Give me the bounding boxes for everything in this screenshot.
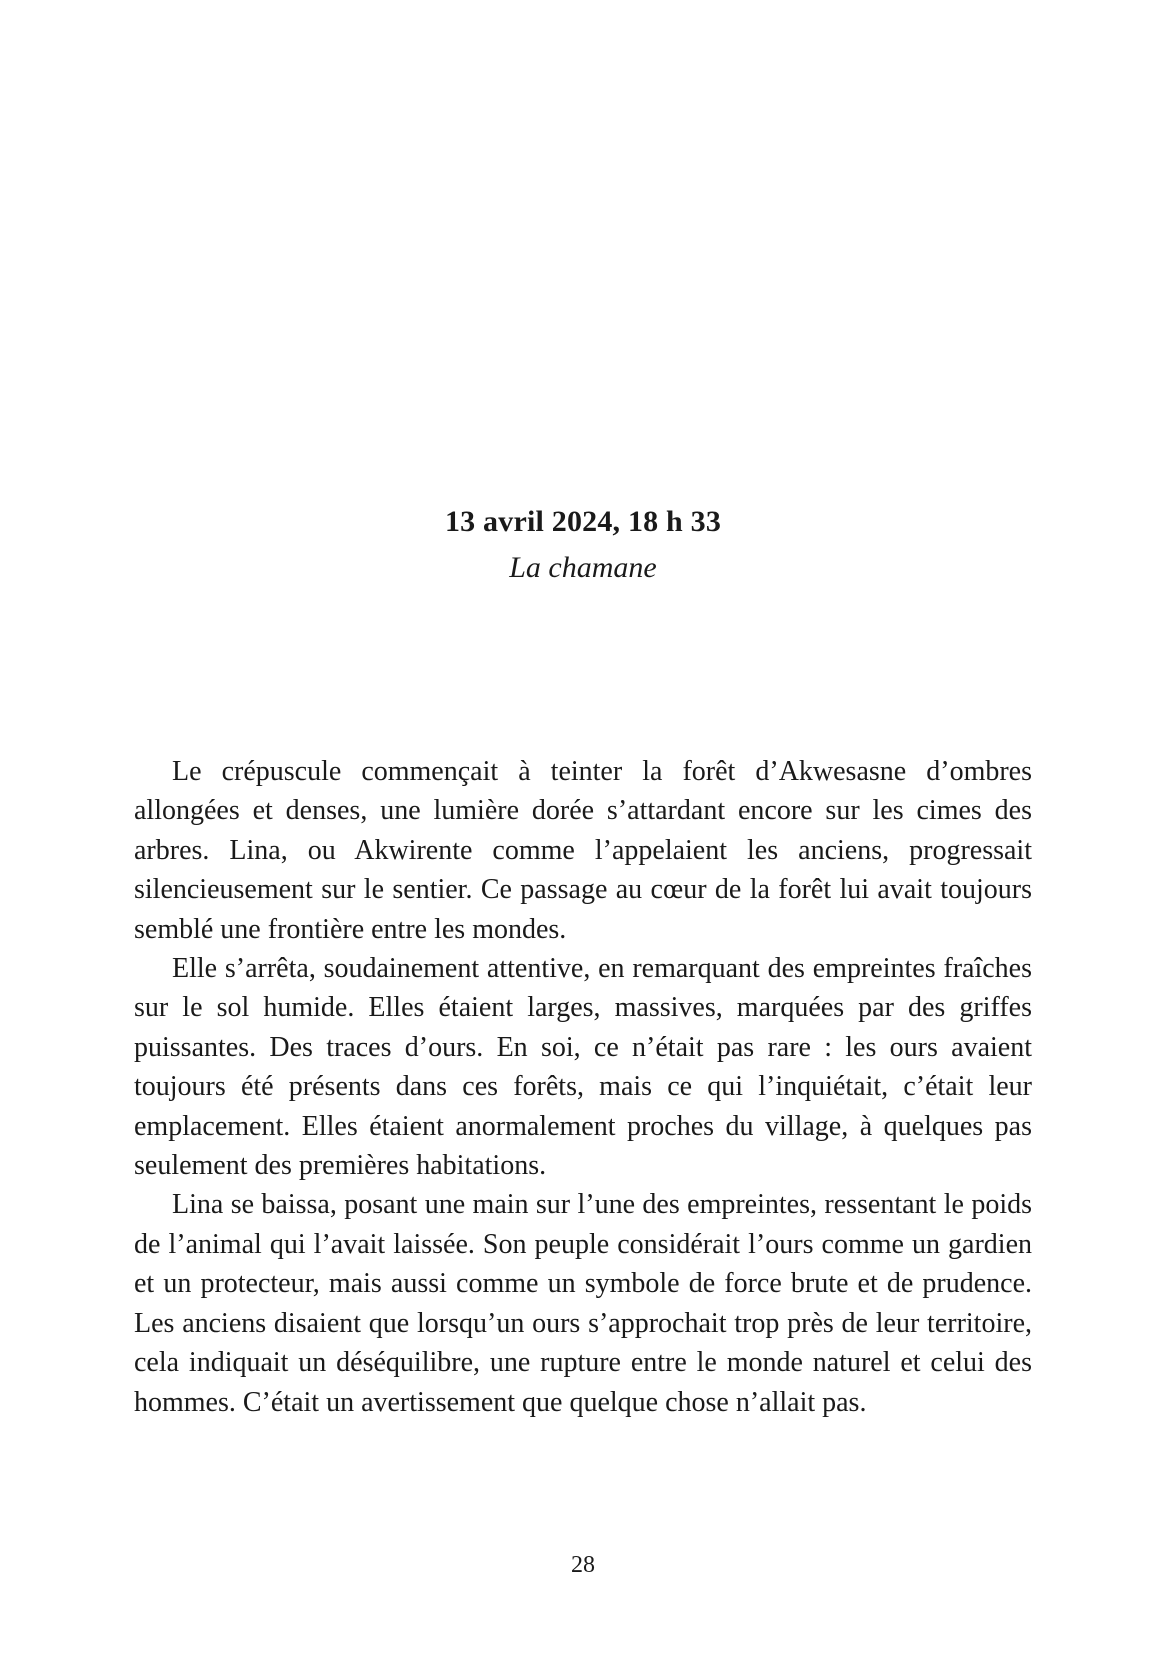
chapter-title: La chamane (509, 551, 657, 584)
chapter-heading (0, 500, 1166, 590)
body-text (134, 752, 1032, 1422)
paragraph-3: Lina se baissa, posant une main sur l’une des empreintes, ressentant le poids de l’animal qui l’avait laissée. Son peuple considérait l’ours comme un gardien et un protecteur, mais aussi comme un symbole de force brute et de prudence. Les anciens disaient que lorsqu’un ours s’approchait trop près de leur territoire, cela indiquait un déséquilibre, une rupture entre le monde naturel et celui des hommes. C’était un avertissement que quelque chose n’allait pas. (134, 1189, 1032, 1418)
paragraph-1: Le crépuscule commençait à teinter la forêt d’Akwesasne d’ombres allongées et denses, une lumière dorée s’attardant encore sur les cimes des arbres. Lina, ou Akwirente comme l’appelaient les anciens, progressait silencieusement sur le sentier. Ce passage au cœur de la forêt lui avait toujours semblé une frontière entre les mondes. (134, 756, 1032, 945)
page-number: 28 (571, 1552, 595, 1578)
paragraph-2: Elle s’arrêta, soudainement attentive, en remarquant des empreintes fraîches sur le sol humide. Elles étaient larges, massives, marquées par des griffes puissantes. Des traces d’ours. En soi, ce n’était pas rare : les ours avaient toujours été présents dans ces forêts, mais ce qui l’inquiétait, c’était leur emplacement. Elles étaient anormalement proches du village, à quelques pas seulement des premières habitations. (134, 953, 1032, 1182)
chapter-date: 13 avril 2024, 18 h 33 (444, 505, 722, 538)
